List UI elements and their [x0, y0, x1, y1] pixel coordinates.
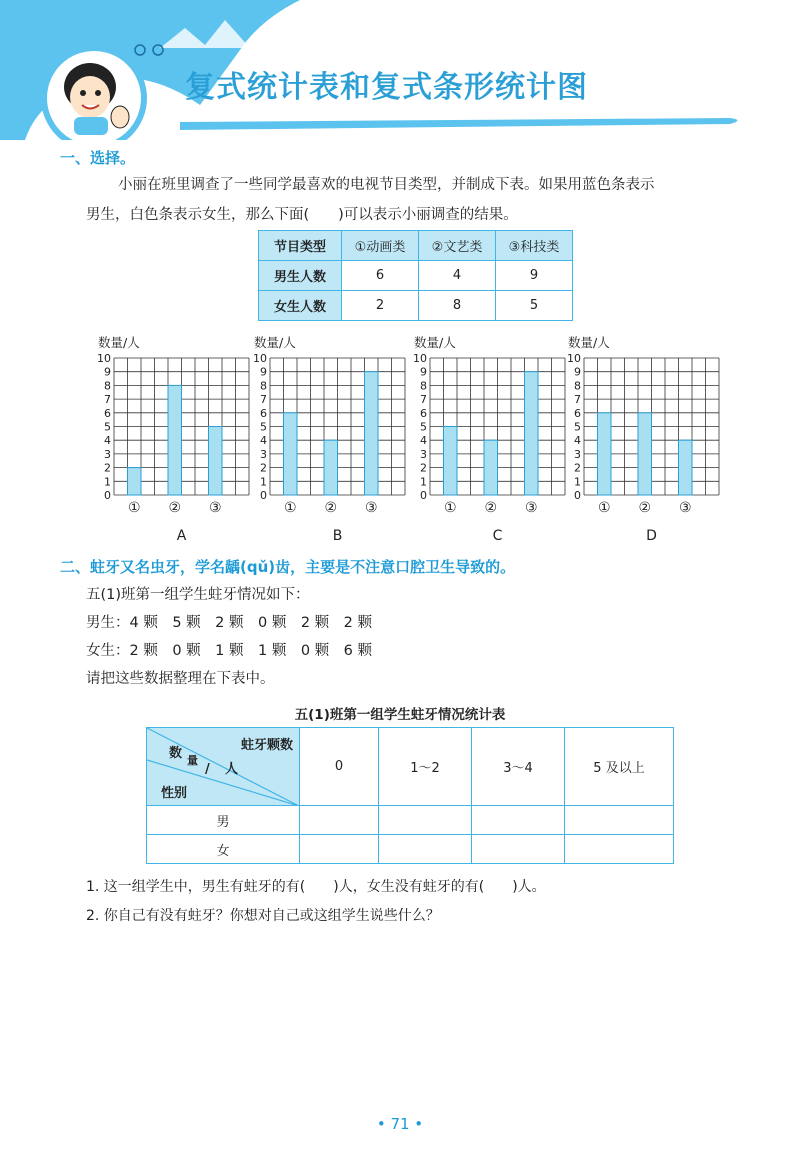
x-category-label: ① [127, 500, 141, 516]
question-1: 1. 这一组学生中，男生有蛀牙的有( )人，女生没有蛀牙的有( )人。 [86, 879, 546, 895]
y-tick-label: 3 [260, 447, 267, 461]
table-row-label: 女生人数 [259, 291, 342, 321]
bar-3 [209, 427, 223, 496]
y-tick-label: 8 [260, 379, 267, 393]
y-tick-label: 1 [420, 475, 427, 489]
y-tick-label: 5 [104, 420, 111, 434]
y-tick-label: 6 [574, 406, 581, 420]
y-tick-label: 4 [420, 434, 427, 448]
chart-option-A [96, 336, 255, 543]
corner-top-label: 蛀牙颗数 [240, 738, 293, 753]
table-col-header: 0 [300, 728, 379, 806]
table-row-label: 女 [147, 835, 300, 864]
y-tick-label: 10 [413, 352, 427, 365]
page-number: • 71 • [376, 1115, 424, 1133]
section2-title: 二、蛀牙又名虫牙，学名龋(qǔ)齿，主要是不注意口腔卫生导致的。 [60, 558, 516, 576]
option-letter: B [332, 528, 343, 543]
y-tick-label: 9 [260, 365, 267, 379]
y-tick-label: 9 [420, 365, 427, 379]
table-cell: 2 [342, 291, 419, 321]
table-corner-cell [147, 728, 300, 806]
bar-2 [484, 440, 498, 495]
bar-1 [444, 427, 458, 496]
table-row-label: 男生人数 [259, 261, 342, 291]
table-col-header: 1～2 [379, 728, 472, 806]
boy-mascot-icon [48, 55, 140, 135]
blank-cell[interactable] [379, 806, 472, 835]
table-cell: 9 [496, 261, 573, 291]
tooth-table [146, 727, 674, 864]
option-letter: C [492, 528, 503, 543]
y-tick-label: 0 [420, 489, 427, 502]
bar-2 [168, 385, 182, 495]
x-category-label: ② [484, 500, 498, 516]
table-cell: 8 [419, 291, 496, 321]
section1-line1: 小丽在班里调查了一些同学最喜欢的电视节目类型，并制成下表。如果用蓝色条表示 [118, 177, 655, 193]
y-tick-label: 2 [574, 461, 581, 475]
section2-instruction: 请把这些数据整理在下表中。 [86, 671, 275, 687]
bar-3 [525, 372, 539, 495]
y-tick-label: 10 [567, 352, 581, 365]
bar-1 [284, 413, 298, 495]
bar-1 [128, 468, 142, 495]
y-tick-label: 4 [104, 434, 111, 448]
blank-cell[interactable] [472, 806, 565, 835]
bar-2 [324, 440, 338, 495]
y-tick-label: 5 [260, 420, 267, 434]
y-tick-label: 0 [104, 489, 111, 502]
y-tick-label: 0 [260, 489, 267, 502]
page-title: 复式统计表和复式条形统计图 [185, 70, 588, 105]
blank-cell[interactable] [300, 835, 379, 864]
x-category-label: ① [443, 500, 457, 516]
y-tick-label: 0 [574, 489, 581, 502]
option-letter: A [176, 528, 187, 543]
table-col-header: ①动画类 [342, 231, 419, 261]
x-category-label: ② [324, 500, 338, 516]
y-tick-label: 3 [574, 447, 581, 461]
corner-mid-label: 量 [187, 754, 198, 767]
blank-cell[interactable] [565, 806, 674, 835]
x-category-label: ③ [208, 500, 222, 516]
y-tick-label: 6 [104, 406, 111, 420]
chart-option-C [412, 336, 571, 543]
y-tick-label: 2 [420, 461, 427, 475]
y-tick-label: 7 [104, 393, 111, 407]
y-tick-label: 5 [420, 420, 427, 434]
tooth-table-title: 五(1)班第一组学生蛀牙情况统计表 [294, 707, 506, 723]
blank-cell[interactable] [565, 835, 674, 864]
y-tick-label: 9 [574, 365, 581, 379]
y-tick-label: 7 [420, 393, 427, 407]
tv-program-table [258, 230, 573, 321]
y-tick-label: 7 [260, 393, 267, 407]
table-header-label: 节目类型 [259, 231, 342, 261]
x-category-label: ③ [524, 500, 538, 516]
y-tick-label: 5 [574, 420, 581, 434]
y-tick-label: 1 [260, 475, 267, 489]
y-tick-label: 8 [420, 379, 427, 393]
y-tick-label: 9 [104, 365, 111, 379]
section1-title: 一、选择。 [60, 149, 136, 167]
x-category-label: ② [638, 500, 652, 516]
blank-cell[interactable] [379, 835, 472, 864]
chart-ylabel: 数量/人 [568, 336, 610, 350]
x-category-label: ② [168, 500, 182, 516]
corner-slash: / [205, 762, 210, 777]
corner-mid-label: 人 [225, 762, 239, 777]
x-category-label: ③ [364, 500, 378, 516]
table-col-header: 5 及以上 [565, 728, 674, 806]
chart-ylabel: 数量/人 [254, 336, 296, 350]
chart-option-D [566, 336, 725, 543]
y-tick-label: 10 [97, 352, 111, 365]
table-col-header: ②文艺类 [419, 231, 496, 261]
bar-3 [679, 440, 693, 495]
x-category-label: ① [597, 500, 611, 516]
y-tick-label: 1 [104, 475, 111, 489]
chart-ylabel: 数量/人 [414, 336, 456, 350]
y-tick-label: 3 [104, 447, 111, 461]
chart-ylabel: 数量/人 [98, 336, 140, 350]
corner-mid-label: 数 [169, 746, 183, 761]
y-tick-label: 6 [260, 406, 267, 420]
y-tick-label: 2 [260, 461, 267, 475]
table-col-header: 3～4 [472, 728, 565, 806]
chart-option-B [252, 336, 411, 543]
blank-cell[interactable] [300, 806, 379, 835]
section2-intro: 五(1)班第一组学生蛀牙情况如下： [86, 587, 310, 603]
table-cell: 6 [342, 261, 419, 291]
table-row-label: 男 [147, 806, 300, 835]
table-cell: 4 [419, 261, 496, 291]
bar-2 [638, 413, 652, 495]
y-tick-label: 3 [420, 447, 427, 461]
y-tick-label: 4 [574, 434, 581, 448]
bar-1 [598, 413, 612, 495]
y-tick-label: 1 [574, 475, 581, 489]
y-tick-label: 4 [260, 434, 267, 448]
boys-data: 男生：4 颗 5 颗 2 颗 0 颗 2 颗 2 颗 [86, 615, 373, 631]
corner-bottom-label: 性别 [161, 786, 188, 801]
table-col-header: ③科技类 [496, 231, 573, 261]
y-tick-label: 6 [420, 406, 427, 420]
table-cell: 5 [496, 291, 573, 321]
question-2: 2. 你自己有没有蛀牙？你想对自己或这组学生说些什么？ [86, 908, 440, 924]
y-tick-label: 7 [574, 393, 581, 407]
option-letter: D [646, 528, 657, 543]
girls-data: 女生：2 颗 0 颗 1 颗 1 颗 0 颗 6 颗 [86, 643, 373, 659]
y-tick-label: 2 [104, 461, 111, 475]
section1-line2: 男生，白色条表示女生，那么下面( )可以表示小丽调查的结果。 [86, 207, 518, 223]
y-tick-label: 10 [253, 352, 267, 365]
blank-cell[interactable] [472, 835, 565, 864]
y-tick-label: 8 [574, 379, 581, 393]
x-category-label: ③ [678, 500, 692, 516]
bar-3 [365, 372, 379, 495]
x-category-label: ① [283, 500, 297, 516]
y-tick-label: 8 [104, 379, 111, 393]
